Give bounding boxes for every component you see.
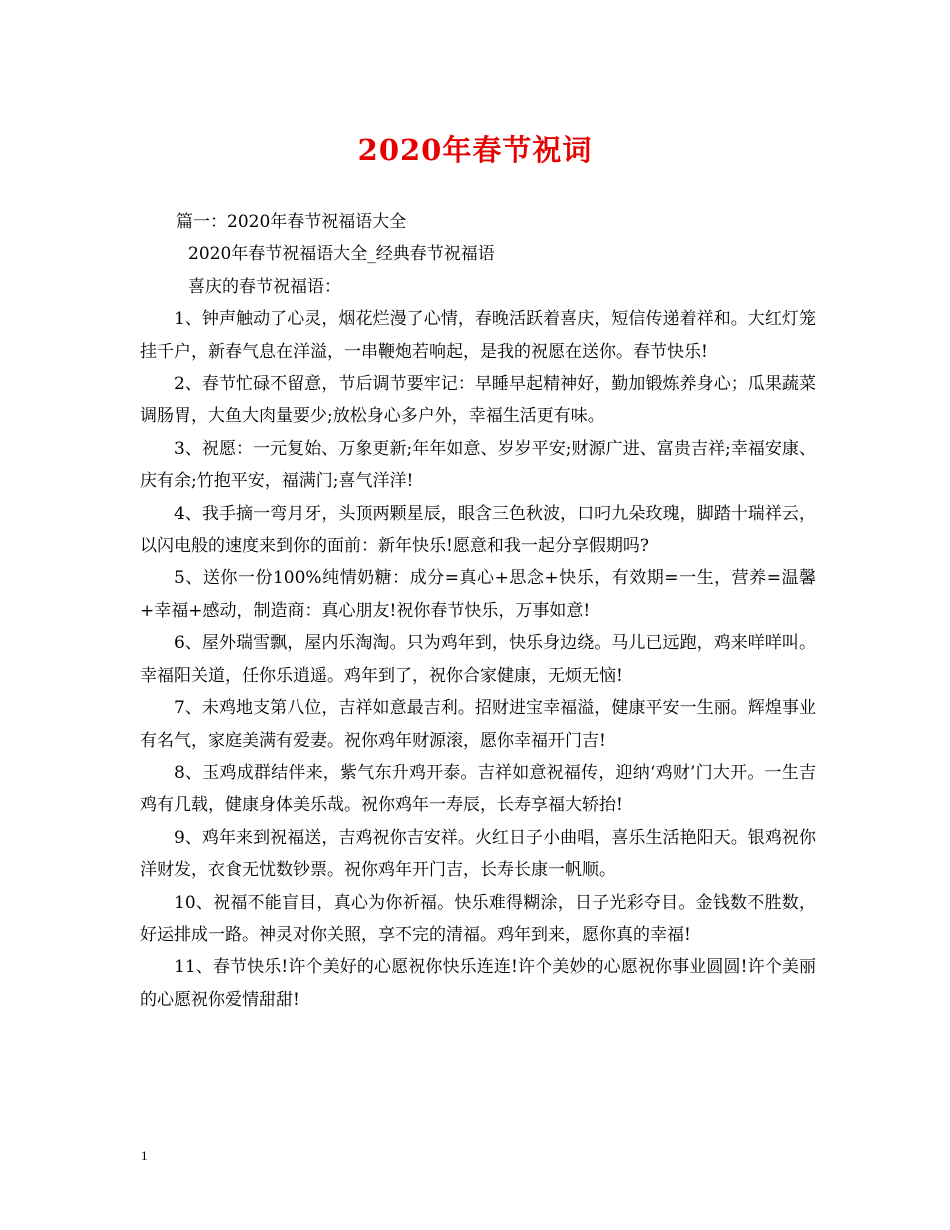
paragraph: 2、春节忙碌不留意，节后调节要牢记：早睡早起精神好，勤加锻炼养身心；瓜果蔬菜调肠胃，大鱼大肉量要少;放松身心多户外，幸福生活更有味。	[140, 374, 816, 427]
paragraph: 9、鸡年来到祝福送，吉鸡祝你吉安祥。火红日子小曲唱，喜乐生活艳阳天。银鸡祝你洋财发，衣食无忧数钞票。祝你鸡年开门吉，长寿长康一帆顺。	[140, 827, 816, 881]
paragraph: 6、屋外瑞雪飘，屋内乐淘淘。只为鸡年到，快乐身边绕。马儿已远跑，鸡来咩咩叫。幸福阳关道，任你乐逍遥。鸡年到了，祝你合家健康，无烦无恼!	[140, 633, 816, 686]
paragraph: 5、送你一份100%纯情奶糖：成分=真心+思念+快乐，有效期=一生，营养=温馨+幸福+感动，制造商：真心朋友!祝你春节快乐，万事如意!	[140, 568, 816, 621]
paragraph: 8、玉鸡成群结伴来，紫气东升鸡开泰。吉祥如意祝福传，迎纳‘鸡财’门大开。一生吉鸡有几载，健康身体美乐哉。祝你鸡年一寿辰，长寿享福大轿抬!	[140, 762, 816, 816]
paragraph: 10、祝福不能盲目，真心为你祈福。快乐难得糊涂，日子光彩夺目。金钱数不胜数，好运排成一路。神灵对你关照，享不完的清福。鸡年到来，愿你真的幸福!	[140, 892, 816, 945]
paragraph: 1、钟声触动了心灵，烟花烂漫了心情，春晚活跃着喜庆，短信传递着祥和。大红灯笼挂千户，新春气息在洋溢，一串鞭炮若响起，是我的祝愿在送你。春节快乐!	[140, 309, 816, 362]
intro-line: 喜庆的春节祝福语：	[188, 276, 341, 297]
section-heading: 篇一：2020年春节祝福语大全	[176, 212, 407, 232]
paragraph: 11、春节快乐!许个美好的心愿祝你快乐连连!许个美妙的心愿祝你事业圆圆!许个美丽的心愿祝你爱情甜甜!	[140, 957, 816, 1010]
page-number: 1	[141, 1148, 148, 1163]
subtitle: 2020年春节祝福语大全_经典春节祝福语	[188, 244, 495, 265]
paragraph: 4、我手摘一弯月牙，头顶两颗星辰，眼含三色秋波，口叼九朵玫瑰，脚踏十瑞祥云，以闪电般的速度来到你的面前：新年快乐!愿意和我一起分享假期吗?	[140, 503, 816, 557]
document-title: 2020年春节祝词	[357, 133, 593, 167]
document-body	[140, 206, 816, 1016]
paragraph: 3、祝愿：一元复始、万象更新;年年如意、岁岁平安;财源广进、富贵吉祥;幸福安康、庆有余;竹抱平安，福满门;喜气洋洋!	[140, 438, 816, 492]
paragraph: 7、未鸡地支第八位，吉祥如意最吉利。招财进宝幸福溢，健康平安一生丽。辉煌事业有名气，家庭美满有爱妻。祝你鸡年财源滚，愿你幸福开门吉!	[140, 698, 816, 751]
